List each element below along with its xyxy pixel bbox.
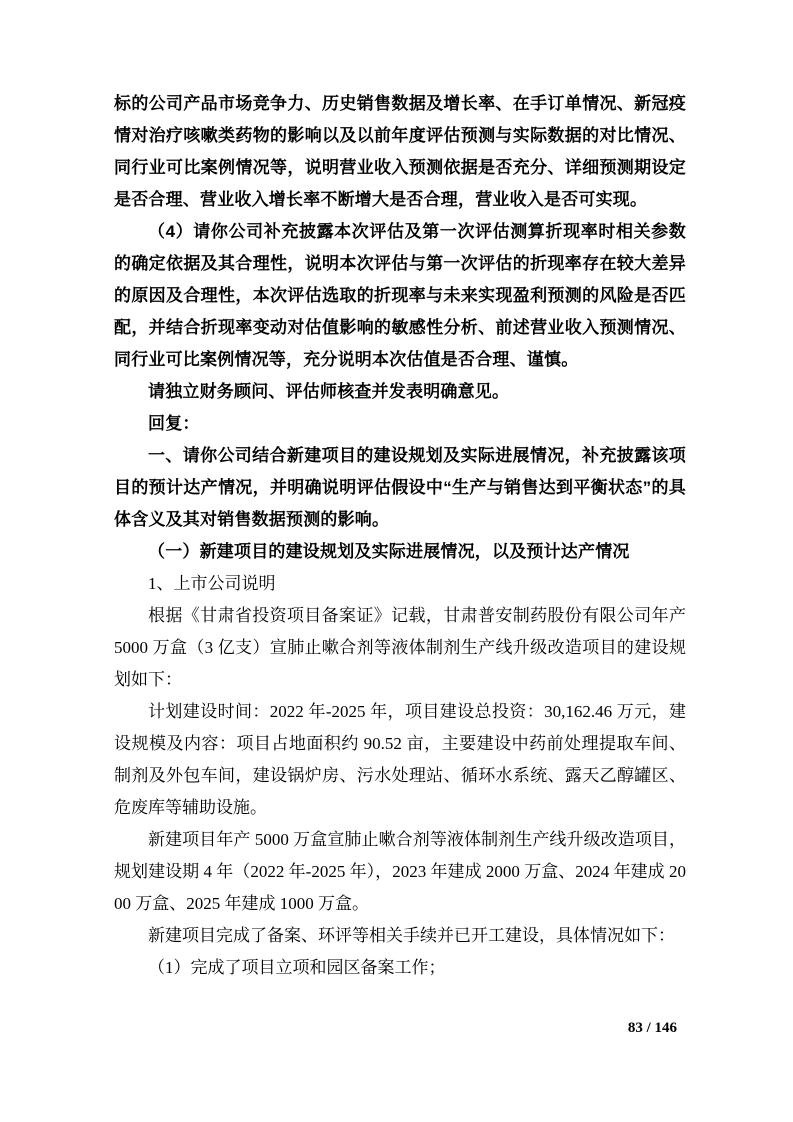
paragraph-filing-certificate: 根据《甘肃省投资项目备案证》记载，甘肃普安制药股份有限公司年产 5000 万盒（3 亿支）宣肺止嗽合剂等液体制剂生产线升级改造项目的建设规划如下： <box>114 606 686 689</box>
paragraph-question-1: 一、请你公司结合新建项目的建设规划及实际进展情况，补充披露该项目的预计达产情况，并明确说明评估假设中“生产与销售达到平衡状态”的具体含义及其对销售数据预测的影响。 <box>114 446 686 529</box>
subsection-heading-listed-company: 1、上市公司说明 <box>148 574 276 593</box>
paragraph-procedures-status: 新建项目完成了备案、环评等相关手续并已开工建设，具体情况如下： <box>148 926 675 945</box>
paragraph-capacity-schedule: 新建项目年产 5000 万盒宣肺止嗽合剂等液体制剂生产线升级改造项目，规划建设期 4 年（2022 年-2025 年），2023 年建成 2000 万盒、2024 年建成 2000 万盒、2025 年建成 1000 万盒。 <box>114 830 686 913</box>
paragraph-advisor-request: 请独立财务顾问、评估师核查并发表明确意见。 <box>148 382 510 401</box>
paragraph-item-1-filing: （1）完成了项目立项和园区备案工作； <box>148 958 446 977</box>
paragraph-construction-plan: 计划建设时间：2022 年-2025 年，项目建设总投资：30,162.46 万元，建设规模及内容：项目占地面积约 90.52 亩，主要建设中药前处理提取车间、制剂及外包车间，建设锅炉房、污水处理站、循环水系统、露天乙醇罐区、危废库等辅助设施。 <box>114 702 686 817</box>
paragraph-reply-label: 回复： <box>148 414 200 433</box>
paragraph-inquiry-continued: 标的公司产品市场竞争力、历史销售数据及增长率、在手订单情况、新冠疫情对治疗咳嗽类药物的影响以及以前年度评估预测与实际数据的对比情况、同行业可比案例情况等，说明营业收入预测依据是否充分、详细预测期设定是否合理、营业收入增长率不断增大是否合理，营业收入是否可实现。 <box>114 94 686 209</box>
section-heading-1: （一）新建项目的建设规划及实际进展情况，以及预计达产情况 <box>148 542 630 561</box>
page-number: 83 / 146 <box>627 1020 677 1036</box>
paragraph-inquiry-item-4: （4）请你公司补充披露本次评估及第一次评估测算折现率时相关参数的确定依据及其合理性，说明本次评估与第一次评估的折现率存在较大差异的原因及合理性，本次评估选取的折现率与未来实现盈利预测的风险是否匹配，并结合折现率变动对估值影响的敏感性分析、前述营业收入预测情况、同行业可比案例情况等，充分说明本次估值是否合理、谨慎。 <box>114 222 686 369</box>
